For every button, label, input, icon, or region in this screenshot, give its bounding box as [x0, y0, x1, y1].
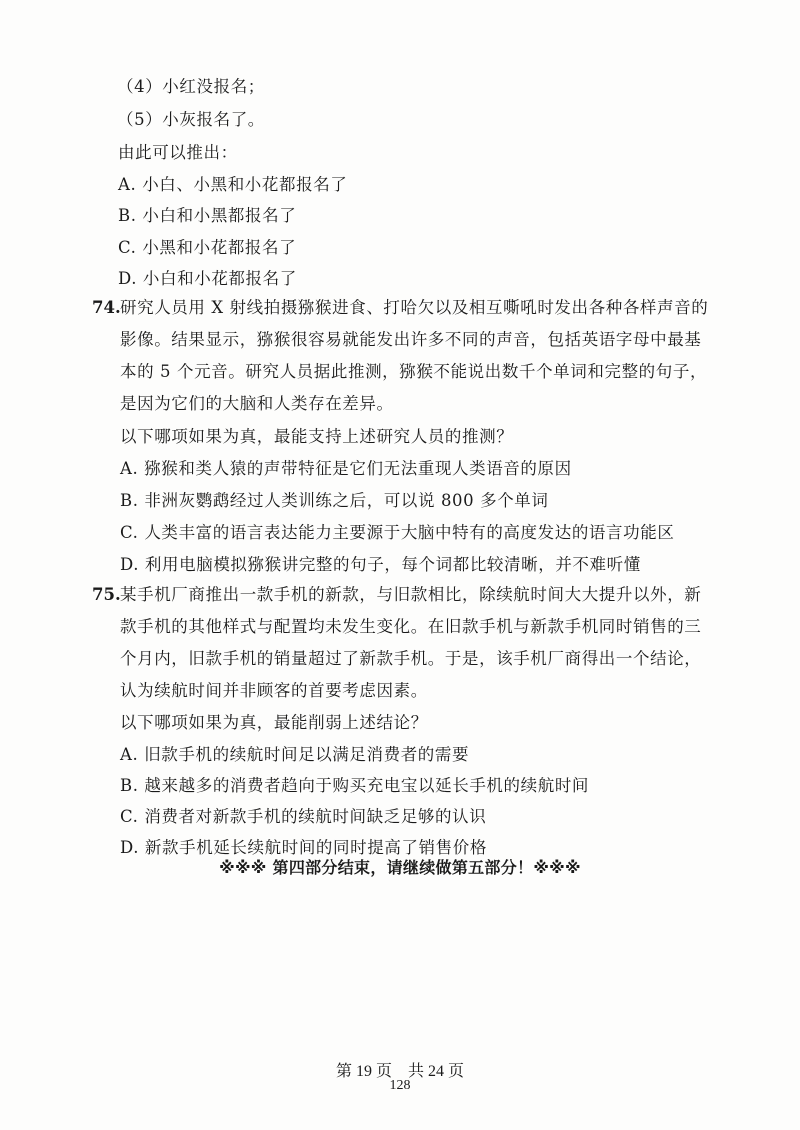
q75-stem-line-1: 某手机厂商推出一款手机的新款，与旧款相比，除续航时间大大提升以外，新: [120, 585, 702, 604]
q74-number: 74.: [92, 298, 121, 317]
section-end-banner: ※※※ 第四部分结束，请继续做第五部分！※※※: [219, 858, 581, 877]
page-number: 128: [389, 1078, 411, 1093]
q75-question: 以下哪项如果为真，最能削弱上述结论？: [120, 713, 428, 732]
q74-option-d: D. 利用电脑模拟猕猴讲完整的句子，每个词都比较清晰，并不难听懂: [120, 555, 641, 574]
q75-number: 75.: [92, 585, 121, 604]
condition-4: （4）小红没报名；: [117, 77, 265, 96]
prev-option-b: B. 小白和小黑都报名了: [118, 206, 297, 225]
q74-stem-line-3: 本的 5 个元音。研究人员据此推测，猕猴不能说出数千个单词和完整的句子，: [120, 362, 708, 381]
q75-option-c: C. 消费者对新款手机的续航时间缺乏足够的认识: [120, 807, 487, 826]
q74-question: 以下哪项如果为真，最能支持上述研究人员的推测？: [120, 427, 514, 446]
q75-stem-line-3: 个月内，旧款手机的销量超过了新款手机。于是，该手机厂商得出一个结论，: [120, 649, 702, 668]
q74-option-b: B. 非洲灰鹦鹉经过人类训练之后，可以说 800 多个单词: [120, 491, 549, 510]
q75-option-d: D. 新款手机延长续航时间的同时提高了销售价格: [120, 838, 487, 857]
q75-option-b: B. 越来越多的消费者趋向于购买充电宝以延长手机的续航时间: [120, 776, 590, 795]
q75-option-a: A. 旧款手机的续航时间足以满足消费者的需要: [120, 745, 470, 764]
prev-question-lead: 由此可以推出：: [118, 143, 238, 162]
q75-stem-line-2: 款手机的其他样式与配置均未发生变化。在旧款手机与新款手机同时销售的三: [120, 617, 702, 636]
page-label: 第 19 页 共 24 页: [335, 1063, 464, 1080]
q74-stem-line-1: 研究人员用 X 射线拍摄猕猴进食、打哈欠以及相互嘶吼时发出各种各样声音的: [120, 298, 709, 317]
q74-option-c: C. 人类丰富的语言表达能力主要源于大脑中特有的高度发达的语言功能区: [120, 523, 675, 542]
prev-option-d: D. 小白和小花都报名了: [118, 269, 297, 288]
q74-option-a: A. 猕猴和类人猿的声带特征是它们无法重现人类语音的原因: [120, 459, 572, 478]
q74-stem-line-4: 是因为它们的大脑和人类存在差异。: [120, 394, 394, 413]
condition-5: （5）小灰报名了。: [117, 110, 265, 129]
q75-stem-line-4: 认为续航时间并非顾客的首要考虑因素。: [120, 681, 428, 700]
prev-option-c: C. 小黑和小花都报名了: [118, 238, 297, 257]
prev-option-a: A. 小白、小黑和小花都报名了: [118, 175, 348, 194]
q74-stem-line-2: 影像。结果显示，猕猴很容易就能发出许多不同的声音，包括英语字母中最基: [120, 330, 702, 349]
